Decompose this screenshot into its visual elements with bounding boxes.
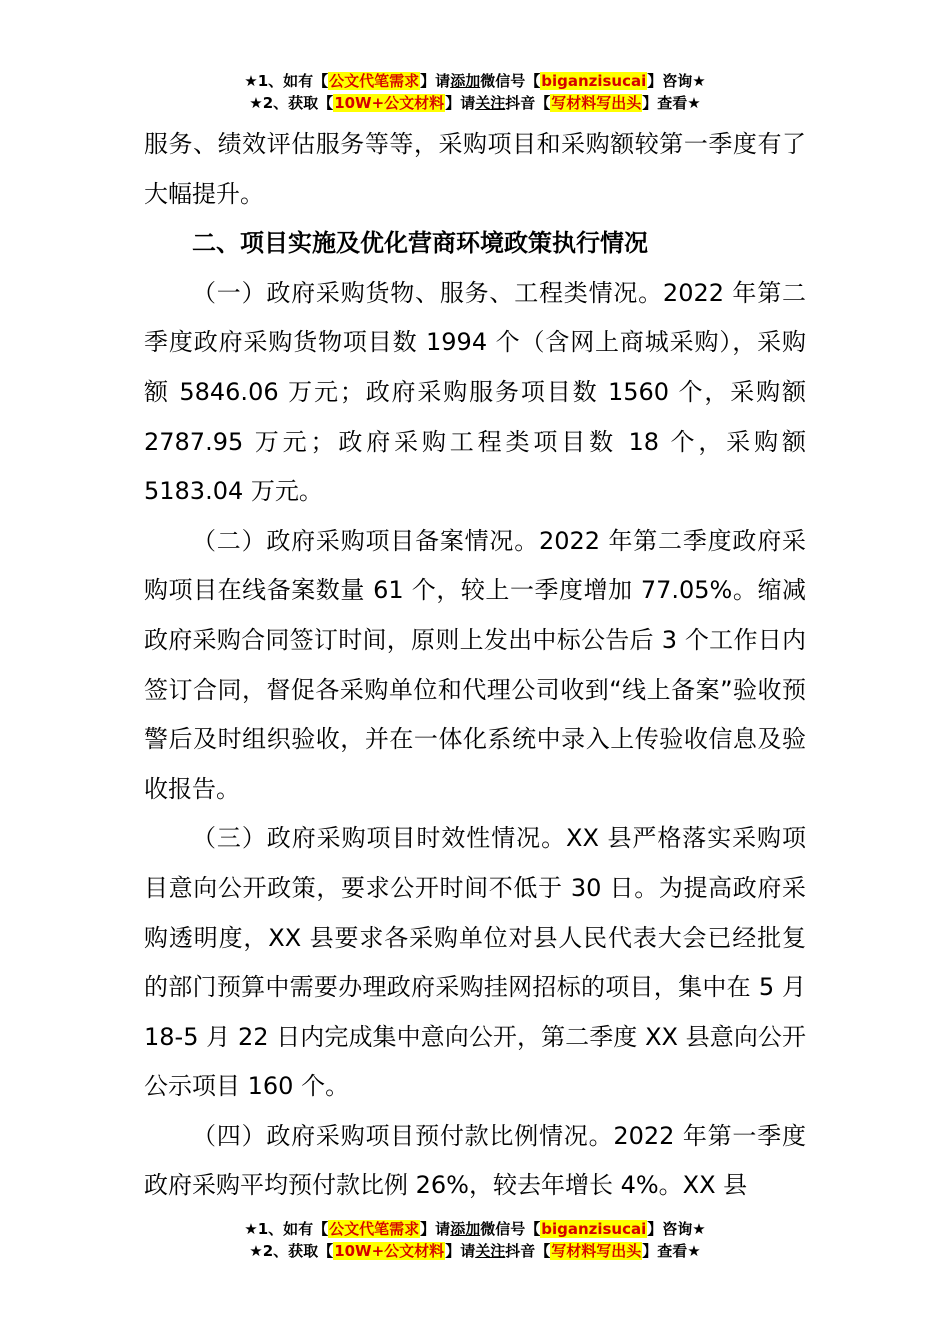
document-body <box>144 120 806 1211</box>
paragraph-procurement-types: （一）政府采购货物、服务、工程类情况。2022 年第二季度政府采购货物项目数 1994 个（含网上商城采购），采购额 5846.06 万元；政府采购服务项目数 1560 个，采购额 2787.95 万元；政府采购工程类项目数 18 个，采购额 5183.04 万元。 <box>144 278 806 506</box>
highlight-service: 公文代笔需求 <box>329 72 420 90</box>
banner-line-1: ★1、如有【公文代笔需求】请添加微信号【biganzisucai】咨询★ <box>244 1220 706 1238</box>
paragraph-timeliness: （三）政府采购项目时效性情况。XX 县严格落实采购项目意向公开政策，要求公开时间不低于 30 日。为提高政府采购透明度，XX 县要求各采购单位对县人民代表大会已经批复的部门预算中需要办理政府采购挂网招标的项目，集中在 5 月 18-5 月 22 日内完成集中意向公开，第二季度 XX 县意向公开公示项目 160 个。 <box>144 824 806 1101</box>
highlight-materials: 10W+公文材料 <box>334 1242 445 1260</box>
highlight-wechat-id: biganzisucai <box>541 1220 647 1238</box>
footer-banner <box>0 1218 950 1262</box>
paragraph-advance-payment: （四）政府采购项目预付款比例情况。2022 年第一季度政府采购平均预付款比例 26%，较去年增长 4%。XX 县 <box>144 1121 806 1200</box>
paragraph-filing: （二）政府采购项目备案情况。2022 年第二季度政府采购项目在线备案数量 61 个，较上一季度增加 77.05%。缩减政府采购合同签订时间，原则上发出中标公告后 3 个工作日内签订合同，督促各采购单位和代理公司收到“线上备案”验收预警后及时组织验收，并在一体化系统中录入上传验收信息及验收报告。 <box>144 526 806 803</box>
highlight-douyin: 写材料写出头 <box>551 94 642 112</box>
banner-line-2: ★2、获取【10W+公文材料】请关注抖音【写材料写出头】查看★ <box>249 94 701 112</box>
paragraph-continued: 服务、绩效评估服务等等，采购项目和采购额较第一季度有了大幅提升。 <box>144 130 806 208</box>
highlight-douyin: 写材料写出头 <box>551 1242 642 1260</box>
highlight-wechat-id: biganzisucai <box>541 72 647 90</box>
banner-line-2: ★2、获取【10W+公文材料】请关注抖音【写材料写出头】查看★ <box>249 1242 701 1260</box>
highlight-materials: 10W+公文材料 <box>334 94 445 112</box>
header-banner <box>0 70 950 114</box>
highlight-service: 公文代笔需求 <box>329 1220 420 1238</box>
banner-line-1: ★1、如有【公文代笔需求】请添加微信号【biganzisucai】咨询★ <box>244 72 706 90</box>
section-heading: 二、项目实施及优化营商环境政策执行情况 <box>192 229 648 258</box>
